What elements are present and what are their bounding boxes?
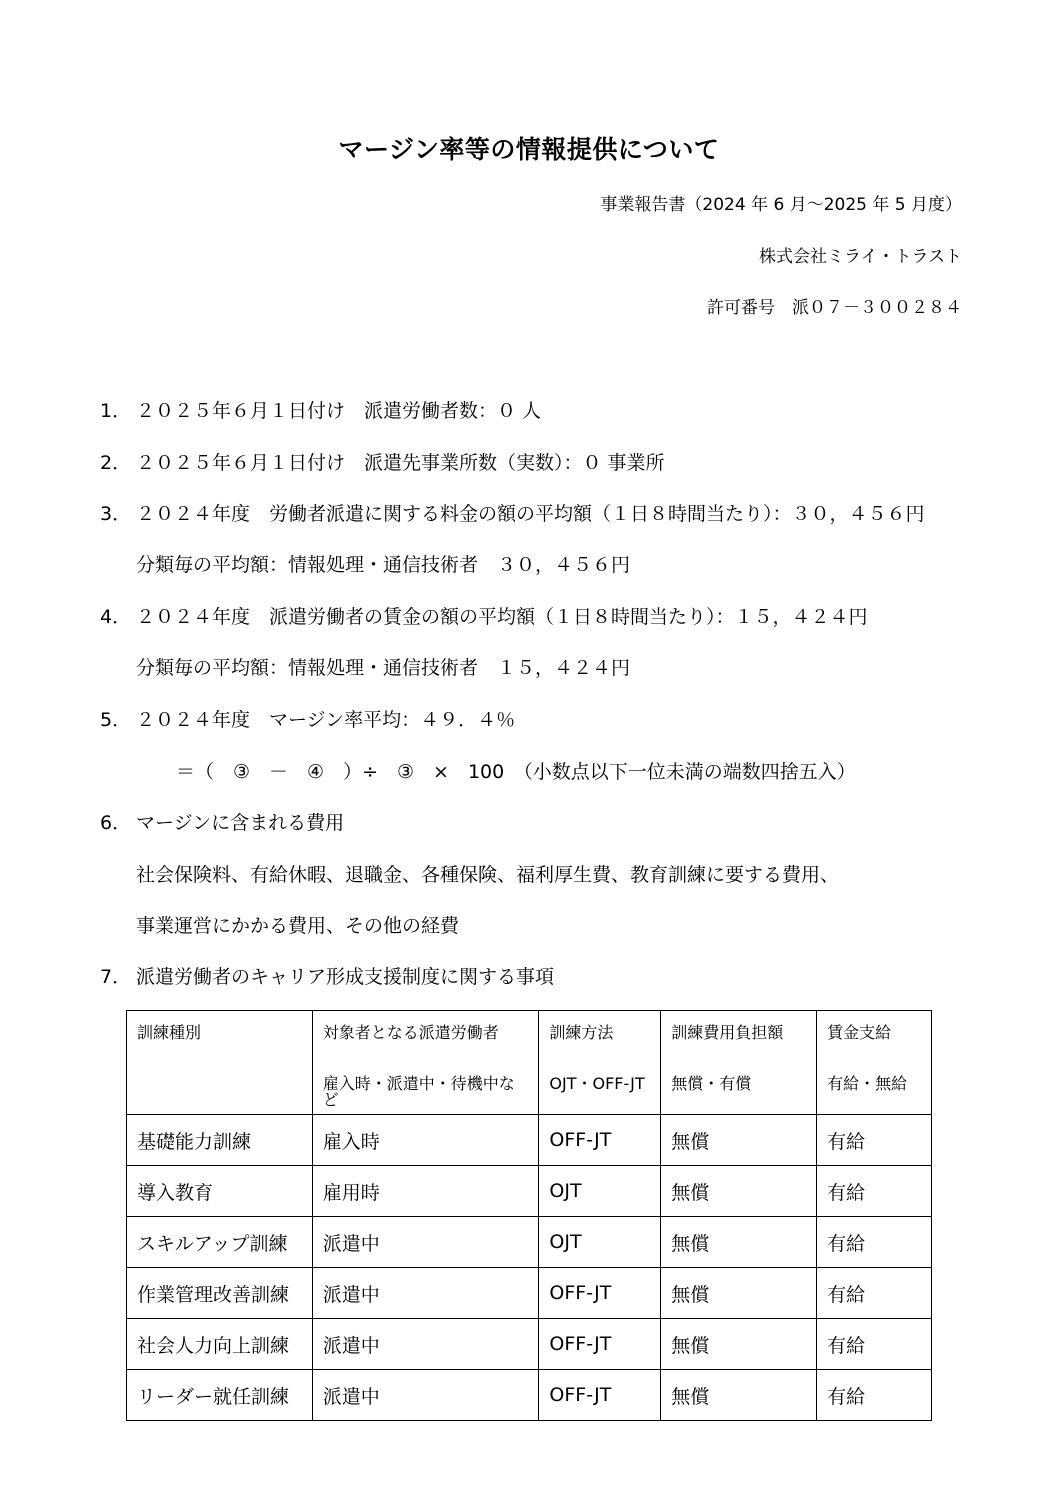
cell-training-type: 基礎能力訓練 — [127, 1115, 313, 1166]
cell-wage: 有給 — [817, 1115, 932, 1166]
cell-cost: 無償 — [661, 1166, 817, 1217]
item-text: ２０２５年６月１日付け 派遣労働者数：０ 人 — [136, 400, 542, 422]
table-row — [127, 1166, 932, 1217]
cell-method: OFF-JT — [539, 1268, 661, 1319]
cell-target: 派遣中 — [312, 1217, 539, 1268]
table-header-row — [127, 1011, 932, 1115]
item-3 — [100, 499, 925, 526]
document-title: マージン率等の情報提供について — [338, 135, 720, 164]
table-row — [127, 1319, 932, 1370]
item-4 — [100, 602, 868, 629]
cell-cost: 無償 — [661, 1370, 817, 1421]
item-number: 2． — [100, 452, 132, 474]
item-text: ２０２５年６月１日付け 派遣先事業所数（実数）：０ 事業所 — [136, 452, 665, 474]
cell-training-type: 社会人力向上訓練 — [127, 1319, 313, 1370]
cell-wage: 有給 — [817, 1370, 932, 1421]
cell-wage: 有給 — [817, 1319, 932, 1370]
cell-target: 派遣中 — [312, 1319, 539, 1370]
item-text: ２０２４年度 マージン率平均：４９．４％ — [136, 709, 516, 731]
header-training-method: 訓練方法 OJT・OFF-JT — [539, 1011, 661, 1115]
item-2 — [100, 448, 665, 475]
item-text: 事業運営にかかる費用、その他の経費 — [136, 915, 460, 937]
table-row — [127, 1115, 932, 1166]
cell-method: OJT — [539, 1217, 661, 1268]
header-target-workers: 対象者となる派遣労働者 雇入時・派遣中・待機中など — [312, 1011, 539, 1115]
item-6-detail-2 — [136, 911, 459, 938]
formula-text: ＝（ ③ － ④ ）÷ ③ × 100 （小数点以下一位未満の端数四捨五入） — [176, 761, 856, 783]
cell-target: 派遣中 — [312, 1268, 539, 1319]
item-number: 6． — [100, 812, 132, 834]
item-5 — [100, 705, 515, 732]
cell-method: OFF-JT — [539, 1319, 661, 1370]
header-cost-burden: 訓練費用負担額 無償・有償 — [661, 1011, 817, 1115]
cell-target: 雇入時 — [312, 1115, 539, 1166]
item-number: 1． — [100, 400, 132, 422]
item-number: 5． — [100, 709, 132, 731]
cell-training-type: リーダー就任訓練 — [127, 1370, 313, 1421]
item-text: 分類毎の平均額：情報処理・通信技術者 ３０，４５６円 — [136, 554, 631, 576]
cell-wage: 有給 — [817, 1268, 932, 1319]
cell-method: OFF-JT — [539, 1115, 661, 1166]
cell-method: OJT — [539, 1166, 661, 1217]
report-period: 事業報告書（2024 年 6 月～2025 年 5 月度） — [600, 195, 962, 215]
item-number: 4． — [100, 606, 132, 628]
item-3-detail — [136, 550, 630, 577]
career-training-table — [126, 1010, 932, 1421]
item-text: マージンに含まれる費用 — [136, 812, 345, 834]
item-text: ２０２４年度 労働者派遣に関する料金の額の平均額（１日８時間当たり）：３０，４５６円 — [136, 503, 925, 525]
cell-method: OFF-JT — [539, 1370, 661, 1421]
cell-cost: 無償 — [661, 1319, 817, 1370]
item-text: ２０２４年度 派遣労働者の賃金の額の平均額（１日８時間当たり）：１５，４２４円 — [136, 606, 868, 628]
cell-wage: 有給 — [817, 1166, 932, 1217]
item-1 — [100, 396, 541, 423]
item-7 — [100, 962, 554, 989]
item-6 — [100, 808, 344, 835]
item-4-detail — [136, 653, 630, 680]
cell-wage: 有給 — [817, 1217, 932, 1268]
cell-target: 派遣中 — [312, 1370, 539, 1421]
item-text: 分類毎の平均額：情報処理・通信技術者 １５，４２４円 — [136, 657, 631, 679]
header-training-type: 訓練種別 — [127, 1011, 313, 1115]
cell-target: 雇用時 — [312, 1166, 539, 1217]
cell-cost: 無償 — [661, 1115, 817, 1166]
item-number: 3． — [100, 503, 132, 525]
header-wage-payment: 賃金支給 有給・無給 — [817, 1011, 932, 1115]
item-text: 社会保険料、有給休暇、退職金、各種保険、福利厚生費、教育訓練に要する費用、 — [136, 864, 840, 886]
license-number: 許可番号 派０７－３００２８４ — [707, 298, 962, 318]
cell-training-type: 導入教育 — [127, 1166, 313, 1217]
cell-cost: 無償 — [661, 1268, 817, 1319]
item-text: 派遣労働者のキャリア形成支援制度に関する事項 — [136, 966, 555, 988]
table-row — [127, 1217, 932, 1268]
cell-cost: 無償 — [661, 1217, 817, 1268]
margin-formula — [176, 757, 856, 784]
table-row — [127, 1268, 932, 1319]
table-row — [127, 1370, 932, 1421]
cell-training-type: スキルアップ訓練 — [127, 1217, 313, 1268]
cell-training-type: 作業管理改善訓練 — [127, 1268, 313, 1319]
company-name: 株式会社ミライ・トラスト — [759, 247, 962, 267]
item-6-detail-1 — [136, 860, 839, 887]
item-number: 7． — [100, 966, 132, 988]
